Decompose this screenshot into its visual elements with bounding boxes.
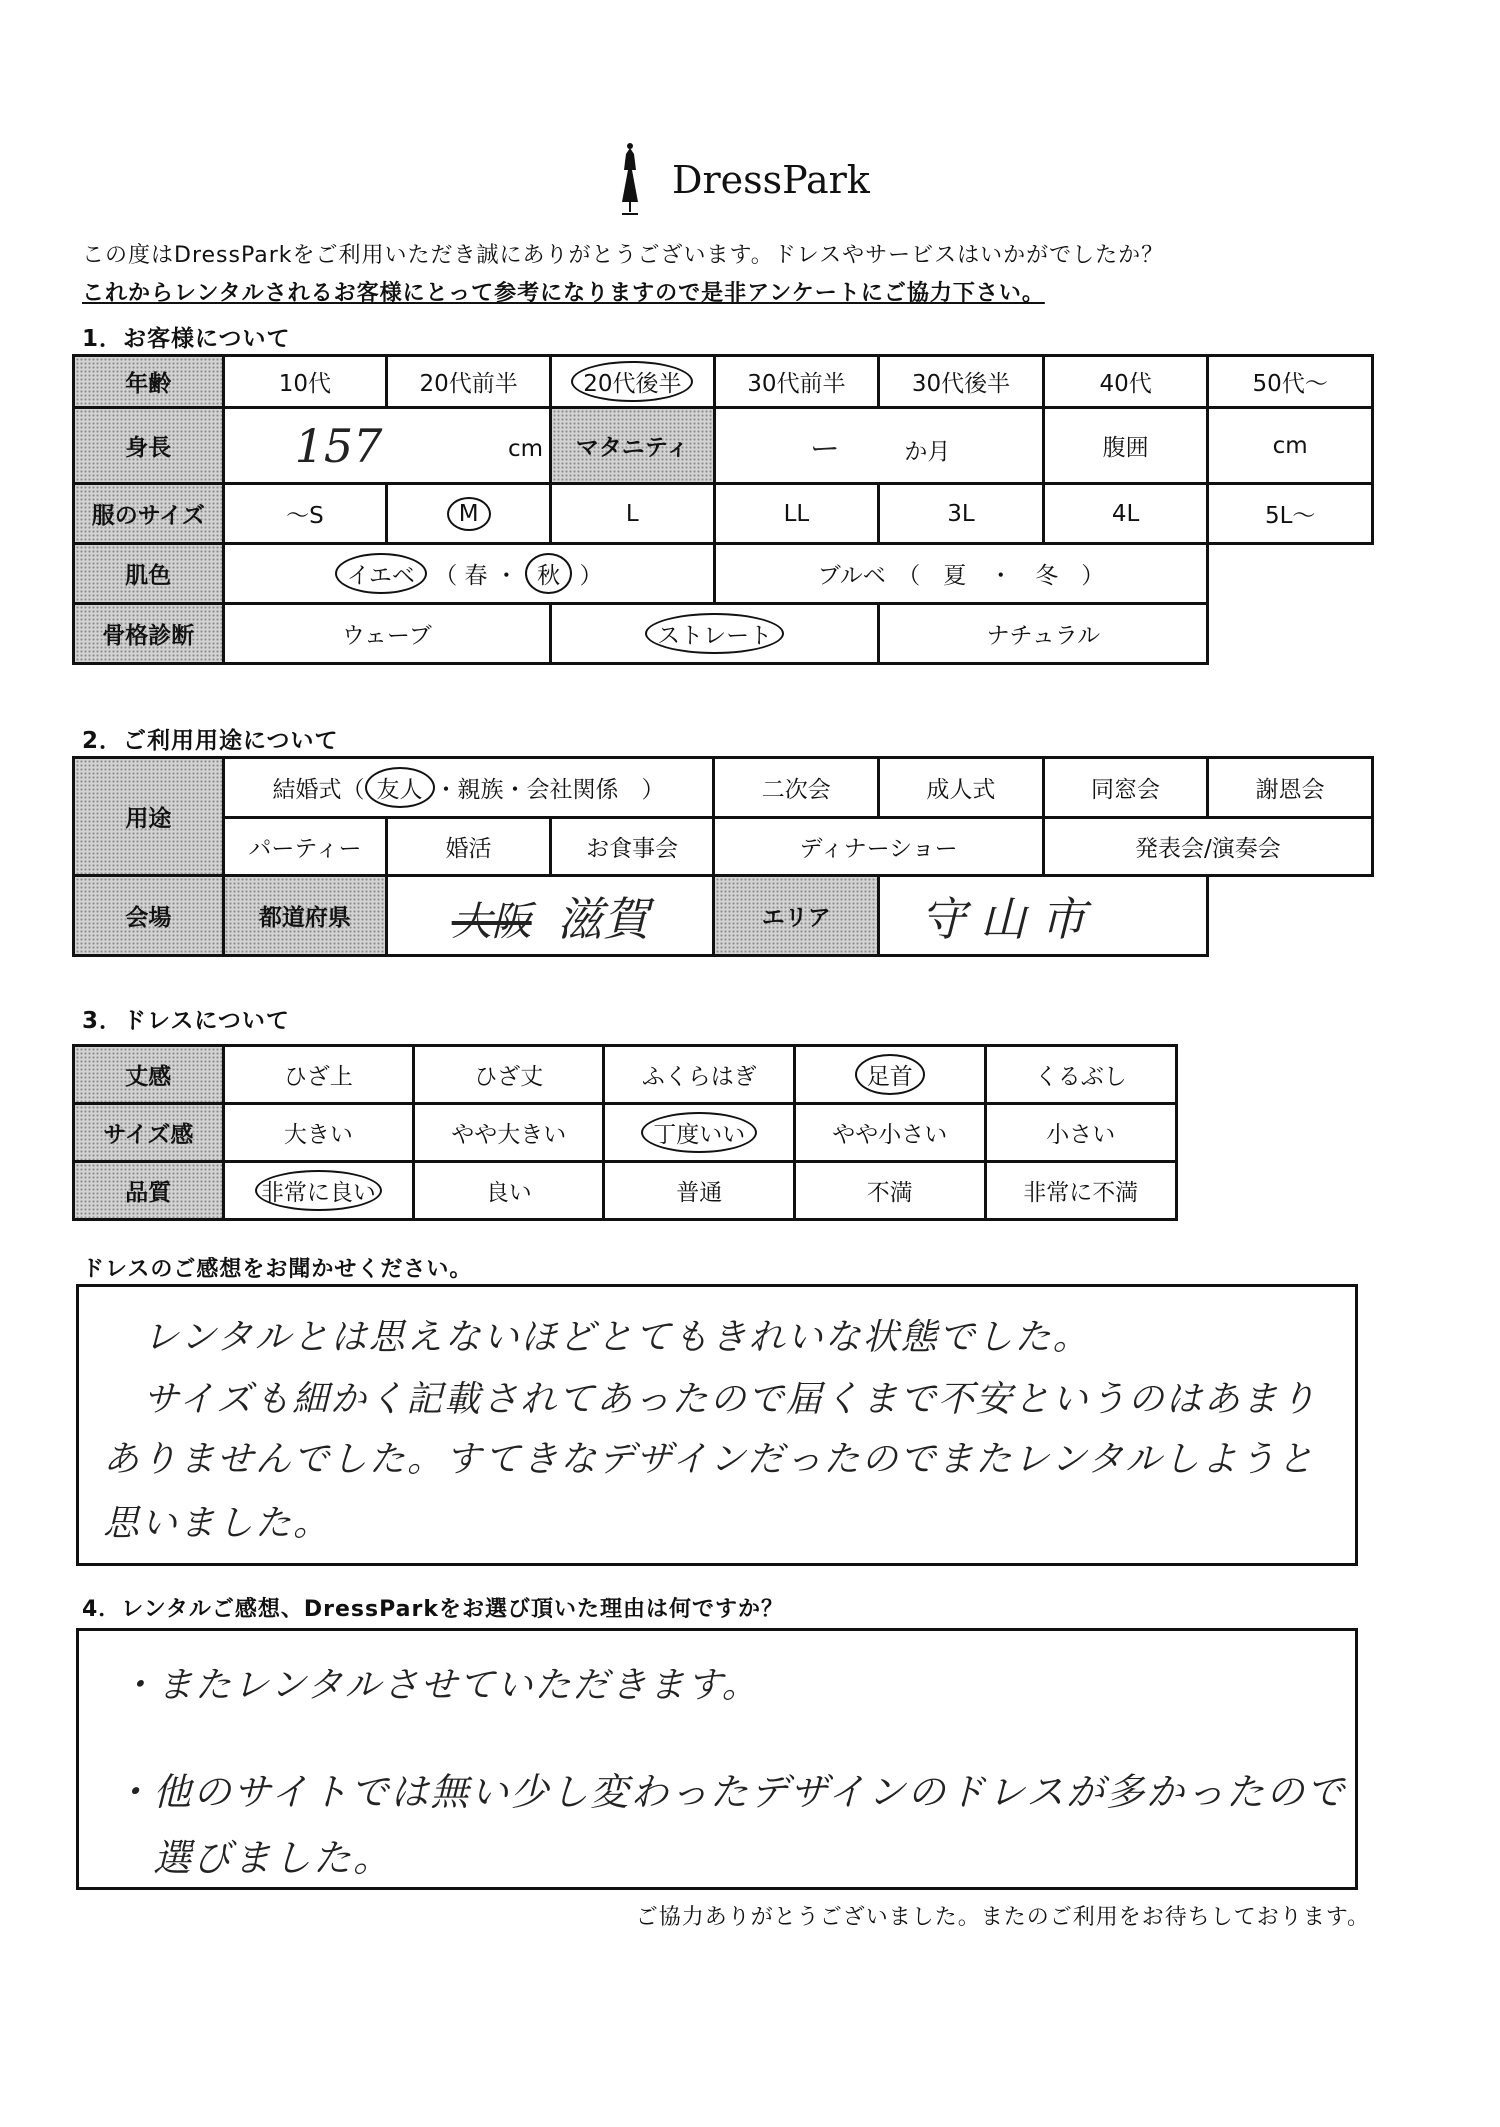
quality-label: 品質 xyxy=(74,1162,224,1220)
length-option[interactable]: ひざ丈 xyxy=(414,1046,604,1104)
section2-title: 2．ご利用用途について xyxy=(82,728,339,754)
impressions-line: レンタルとは思えないほどとてもきれいな状態でした。 xyxy=(143,1317,1091,1358)
reason-line: ・他のサイトでは無い少し変わったデザインのドレスが多かったので xyxy=(113,1770,1347,1814)
frame-option[interactable]: ナチュラル xyxy=(879,604,1208,664)
fit-option[interactable]: やや小さい xyxy=(795,1104,986,1162)
usage-row-1 xyxy=(74,758,1373,818)
autumn-selected-mark: 秋 xyxy=(525,553,572,594)
quality-option[interactable]: 良い xyxy=(414,1162,604,1220)
usage-label: 用途 xyxy=(74,758,224,876)
section1-title: 1．お客様について xyxy=(82,326,291,352)
empty-cell xyxy=(1208,604,1373,664)
fit-option[interactable]: 小さい xyxy=(985,1104,1176,1162)
intro-request: これからレンタルされるお客様にとって参考になりますので是非アンケートにご協力下さい。 xyxy=(82,281,1045,306)
age-option[interactable]: 10代 xyxy=(223,356,387,408)
age-option-selected[interactable] xyxy=(551,356,715,408)
quality-option[interactable]: 不満 xyxy=(795,1162,986,1220)
impressions-box[interactable] xyxy=(76,1284,1358,1566)
venue-row xyxy=(74,876,1373,956)
skin-row xyxy=(74,544,1373,604)
spring-option: 春 xyxy=(464,563,488,589)
frame-label: 骨格診断 xyxy=(74,604,224,664)
height-unit: cm xyxy=(507,436,544,462)
age-selected-mark: 20代後半 xyxy=(571,361,693,402)
size-selected-mark: M xyxy=(447,497,491,531)
section4-title: 4．レンタルご感想、DressParkをお選び頂いた理由は何ですか？ xyxy=(82,1597,784,1622)
age-row xyxy=(74,356,1373,408)
skin-label: 肌色 xyxy=(74,544,224,604)
paren-open: （ xyxy=(434,563,458,589)
prefecture-struck: 大阪 xyxy=(451,898,532,945)
footer-thanks: ご協力ありがとうございました。またのご利用をお待ちしております。 xyxy=(635,1905,1370,1930)
fit-option[interactable]: やや大きい xyxy=(414,1104,604,1162)
reason-box[interactable] xyxy=(76,1628,1358,1890)
impressions-line: ありませんでした。すてきなデザインだったのでまたレンタルしようと xyxy=(103,1439,1316,1480)
usage-option[interactable]: パーティー xyxy=(223,818,387,876)
age-option[interactable]: 30代前半 xyxy=(714,356,879,408)
usage-option[interactable]: ディナーショー xyxy=(714,818,1043,876)
dress-icon xyxy=(610,140,650,220)
impressions-line: サイズも細かく記載されてあったので届くまで不安というのはあまり xyxy=(143,1379,1318,1420)
usage-option[interactable]: 成人式 xyxy=(879,758,1044,818)
quality-option-selected[interactable] xyxy=(223,1162,413,1220)
height-field[interactable] xyxy=(223,408,550,484)
dress-table xyxy=(72,1044,1178,1221)
prefecture-label: 都道府県 xyxy=(223,876,387,956)
waist-unit[interactable]: cm xyxy=(1208,408,1373,484)
reason-line: ・またレンタルさせていただきます。 xyxy=(119,1665,760,1706)
usage-option[interactable]: 二次会 xyxy=(714,758,879,818)
empty-cell xyxy=(1208,544,1373,604)
empty-cell xyxy=(1208,876,1373,956)
size-option[interactable]: 5L～ xyxy=(1208,484,1373,544)
usage-table xyxy=(72,756,1374,957)
intro-text: この度はDressParkをご利用いただき誠にありがとうございます。ドレスやサービスはいかがでしたか？ xyxy=(82,243,1165,268)
wedding-label: 結婚式（ xyxy=(272,777,365,803)
waist-label: 腹囲 xyxy=(1043,408,1208,484)
size-label: 服のサイズ xyxy=(74,484,224,544)
fit-label: サイズ感 xyxy=(74,1104,224,1162)
length-selected-mark: 足首 xyxy=(855,1054,925,1095)
frame-row xyxy=(74,604,1373,664)
usage-option[interactable]: 発表会/演奏会 xyxy=(1043,818,1372,876)
usage-option[interactable]: 謝恩会 xyxy=(1208,758,1373,818)
size-option[interactable]: 4L xyxy=(1043,484,1208,544)
maternity-label: マタニティ xyxy=(551,408,715,484)
fit-option-selected[interactable] xyxy=(604,1104,795,1162)
length-option[interactable]: ふくらはぎ xyxy=(604,1046,795,1104)
maternity-value: ー xyxy=(807,431,838,467)
skin-yellow-option[interactable] xyxy=(223,544,714,604)
venue-label: 会場 xyxy=(74,876,224,956)
height-value: 157 xyxy=(294,418,383,473)
length-row xyxy=(74,1046,1177,1104)
quality-selected-mark: 非常に良い xyxy=(255,1170,382,1211)
impressions-title: ドレスのご感想をお聞かせください。 xyxy=(82,1257,473,1282)
friend-selected-mark: 友人 xyxy=(365,767,435,808)
length-option[interactable]: ひざ上 xyxy=(223,1046,413,1104)
customer-table xyxy=(72,354,1374,665)
length-label: 丈感 xyxy=(74,1046,224,1104)
impressions-line: 思いました。 xyxy=(103,1503,332,1544)
size-option[interactable]: ～S xyxy=(223,484,387,544)
brand-logo xyxy=(600,140,940,220)
quality-option[interactable]: 普通 xyxy=(604,1162,795,1220)
size-option[interactable]: LL xyxy=(714,484,879,544)
wedding-rest: ・親族・会社関係 ） xyxy=(434,777,665,803)
size-row xyxy=(74,484,1373,544)
age-option[interactable]: 30代後半 xyxy=(879,356,1044,408)
quality-row xyxy=(74,1162,1177,1220)
length-option[interactable]: くるぶし xyxy=(985,1046,1176,1104)
maternity-field[interactable] xyxy=(714,408,1043,484)
frame-selected-mark: ストレート xyxy=(645,613,784,654)
prefecture-value: 滋賀 xyxy=(556,891,649,946)
wedding-option[interactable] xyxy=(223,758,714,818)
prefecture-field[interactable] xyxy=(387,876,714,956)
paren-close: ） xyxy=(579,563,603,589)
age-option[interactable]: 50代～ xyxy=(1208,356,1373,408)
usage-option[interactable]: 婚活 xyxy=(387,818,551,876)
reason-line: 選びました。 xyxy=(113,1836,394,1880)
area-label: エリア xyxy=(714,876,879,956)
separator: ・ xyxy=(494,563,518,589)
brand-name: DressPark xyxy=(672,158,870,202)
section3-title: 3．ドレスについて xyxy=(82,1008,290,1034)
yellow-selected-mark: イエベ xyxy=(335,553,427,594)
usage-option[interactable]: 同窓会 xyxy=(1043,758,1208,818)
size-option[interactable]: L xyxy=(551,484,715,544)
frame-option[interactable]: ウェーブ xyxy=(223,604,550,664)
height-label: 身長 xyxy=(74,408,224,484)
month-unit: か月 xyxy=(904,438,951,465)
usage-row-2 xyxy=(74,818,1373,876)
skin-blue-option[interactable]: ブルベ （ 夏 ・ 冬 ） xyxy=(714,544,1208,604)
fit-row xyxy=(74,1104,1177,1162)
area-value: 守山市 xyxy=(920,891,1101,946)
height-row xyxy=(74,408,1373,484)
size-option[interactable]: 3L xyxy=(879,484,1044,544)
fit-selected-mark: 丁度いい xyxy=(641,1112,757,1153)
usage-option[interactable]: お食事会 xyxy=(550,818,714,876)
age-option[interactable]: 40代 xyxy=(1043,356,1208,408)
length-option-selected[interactable] xyxy=(795,1046,986,1104)
frame-option-selected[interactable] xyxy=(551,604,879,664)
fit-option[interactable]: 大きい xyxy=(223,1104,413,1162)
quality-option[interactable]: 非常に不満 xyxy=(985,1162,1176,1220)
age-option[interactable]: 20代前半 xyxy=(387,356,551,408)
area-field[interactable] xyxy=(879,876,1208,956)
age-label: 年齢 xyxy=(74,356,224,408)
size-option-selected[interactable] xyxy=(387,484,551,544)
